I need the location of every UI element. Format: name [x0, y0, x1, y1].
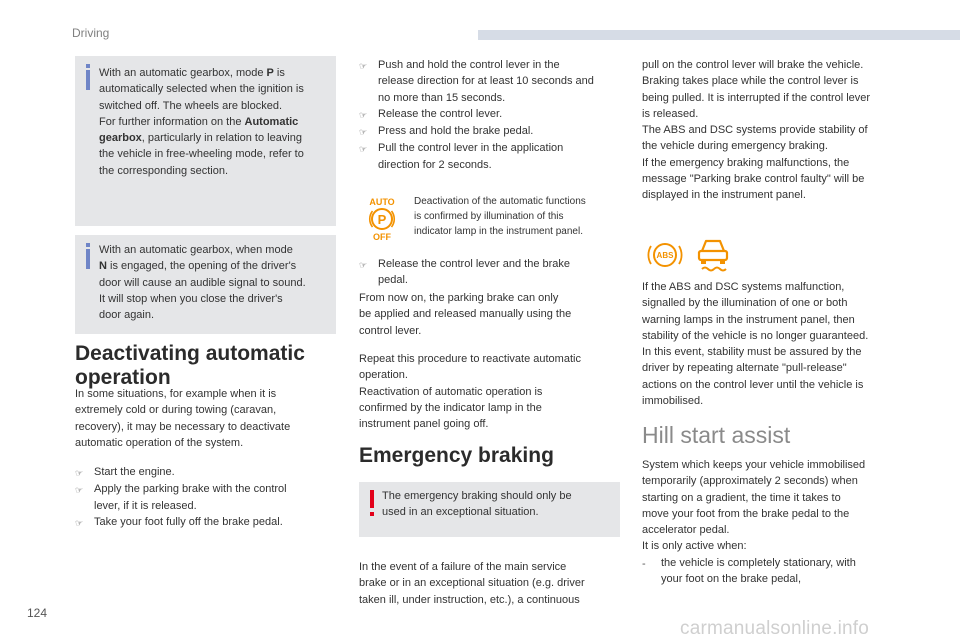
section-title: Driving: [72, 26, 110, 40]
dsc-skid-icon: [694, 235, 732, 275]
info-icon-bar: [86, 70, 90, 90]
footer-watermark: carmanualsonline.info: [680, 618, 870, 639]
auto-icon-bottom-label: OFF: [373, 232, 391, 242]
list-item: ☞ Release the control lever and the brake pedal.: [359, 256, 629, 289]
list-item: - the vehicle is completely stationary, with your foot on the brake pedal,: [642, 555, 922, 588]
list-item: ☞ Start the engine.: [75, 464, 345, 481]
list-item: ☞ Press and hold the brake pedal.: [359, 123, 629, 140]
paragraph-abs-dsc-malfunction: If the ABS and DSC systems malfunction, signalled by the illumination of one or both warning lamps in the instrument panel, then stability of the vehicle is no longer guaranteed. In this event, stability must be assured by the driver by repeating alternate "pull-release" actions on the control lever until the vehicle is immobilised.: [642, 281, 869, 408]
warning-icon-dot: [370, 512, 374, 516]
heading-emergency-braking: Emergency braking: [359, 444, 554, 467]
bullet-icon: ☞: [359, 144, 368, 155]
bullet-icon: ☞: [359, 61, 368, 71]
bullet-icon: ☞: [359, 109, 368, 120]
info-icon: [86, 64, 90, 68]
auto-p-off-icon: [366, 196, 398, 242]
bullet-icon: ☞: [359, 260, 368, 270]
list-item: ☞ Push and hold the control lever in the release direction for at least 10 seconds and no more than 15 seconds.: [359, 57, 629, 106]
abs-icon-label: ABS: [656, 251, 674, 260]
warning-icon: [370, 490, 374, 508]
paragraph-deactivation-intro: In some situations, for example when it is extremely cold or during towing (caravan, recovery), it may be necessary to deactivate automatic operation of the system.: [75, 388, 291, 449]
bullet-icon: ☞: [75, 485, 84, 496]
auto-icon-caption: Deactivation of the automatic functions is confirmed by illumination of this indicator lamp in the instrument panel.: [414, 196, 586, 237]
list-item: ☞ Take your foot fully off the brake pedal.: [75, 514, 345, 531]
warning-note-emergency-braking: The emergency braking should only be used in an exceptional situation.: [359, 482, 620, 537]
header-bar: [478, 30, 960, 40]
info-icon: [86, 243, 90, 247]
page-number: 124: [27, 606, 48, 620]
info-note-automatic-gearbox-n: With an automatic gearbox, when mode N is engaged, the opening of the driver's door will cause an audible signal to sound. It will stop when you close the driver's door again.: [75, 235, 336, 334]
auto-icon-top-label: AUTO: [369, 197, 395, 207]
paragraph-manual-mode: From now on, the parking brake can only be applied and released manually using the control lever.: [359, 292, 572, 337]
heading-hill-start-assist: Hill start assist: [642, 422, 791, 448]
paragraph-reactivation: Repeat this procedure to reactivate automatic operation. Reactivation of automatic operation is confirmed by the indicator lamp in the instrument panel going off.: [359, 353, 581, 431]
list-item: ☞ Apply the parking brake with the control lever, if it is released.: [75, 481, 345, 514]
bullet-release-lever: [359, 256, 629, 289]
paragraph-emergency-failure: In the event of a failure of the main service brake or in an exceptional situation (e.g. driver taken ill, under instruction, etc.), a continuous: [359, 561, 585, 606]
bullet-list-deactivation-steps: [75, 464, 345, 531]
dash-marker: -: [642, 557, 646, 570]
info-icon-bar: [86, 249, 90, 269]
auto-icon-letter: P: [377, 212, 387, 227]
info-note-automatic-gearbox-p: With an automatic gearbox, mode P is automatically selected when the ignition is switched off. The wheels are blocked. For further information on the Automatic gearbox, particularly in relation to leaving the vehicle in free-wheeling mode, refer to the corresponding section.: [75, 56, 336, 226]
bullet-icon: ☞: [75, 468, 84, 478]
heading-deactivating-automatic-operation: Deactivating automatic operation: [75, 342, 305, 389]
bullet-icon: ☞: [359, 127, 368, 138]
paragraph-continuous-pull: pull on the control lever will brake the vehicle. Braking takes place while the control lever is being pulled. It is interrupted if the control lever is released. The ABS and DSC systems provide stability of the vehicle during emergency braking. If the emergency braking malfunctions, the message "Parking brake control faulty" will be displayed in the instrument panel.: [642, 59, 871, 202]
abs-warning-icon: [645, 238, 685, 272]
list-item: ☞ Pull the control lever in the application direction for 2 seconds.: [359, 140, 629, 173]
bullet-icon: ☞: [75, 517, 84, 528]
list-item: ☞ Release the control lever.: [359, 106, 629, 123]
paragraph-hill-start-assist: System which keeps your vehicle immobilised temporarily (approximately 2 seconds) when starting on a gradient, the time it takes to move your foot from the brake pedal to the accelerator pedal. It is only active when: - the vehicle is completely stationary, with your foot on the brake pedal,: [642, 457, 922, 587]
bullet-list-lever-steps: [359, 57, 629, 173]
